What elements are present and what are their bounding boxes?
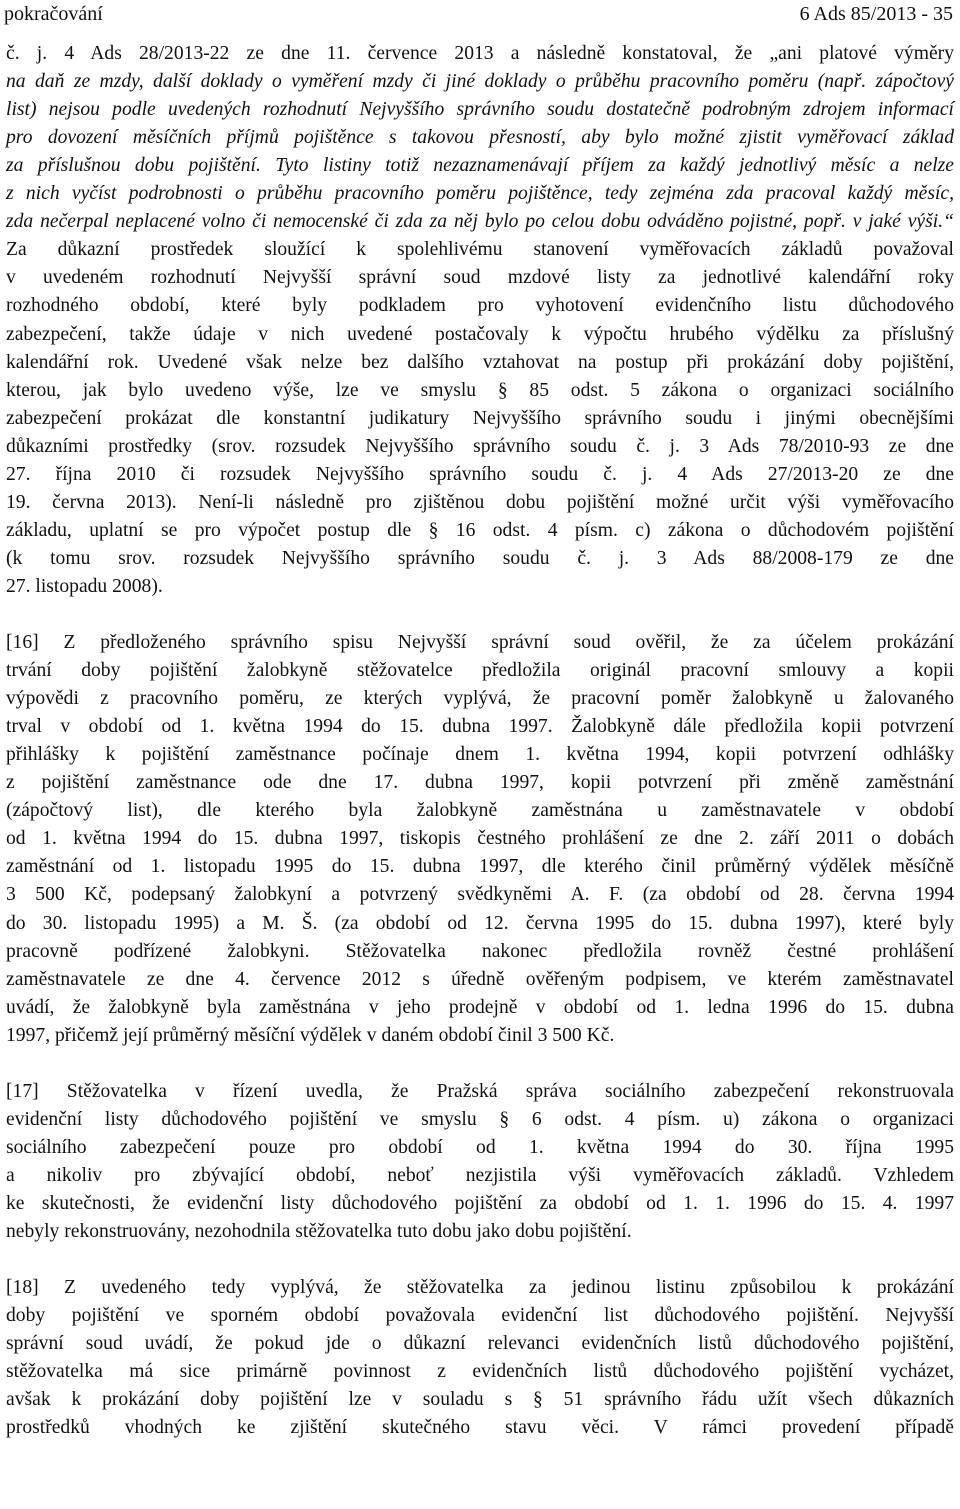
text-line: trval v období od 1. května 1994 do 15. dubna 1997. Žalobkyně dále předložila kopii potvrzení [6,716,954,738]
text-line: za příslušnou dobu pojištění. Tyto listiny totiž nezaznamenávají příjem za každý jednotlivý měsíc a nelze [6,155,954,177]
text-line: od 1. května 1994 do 15. dubna 1997, tiskopis čestného prohlášení ze dne 2. září 2011 o dobách [6,828,954,850]
text-line: 27. listopadu 2008). [6,575,163,597]
text-line: avšak k prokázání doby pojištění lze v souladu s § 51 správního řádu užít všech důkazních [6,1389,954,1411]
text-line: z pojištění zaměstnance ode dne 17. dubna 1997, kopii potvrzení při změně zaměstnání [6,772,954,794]
text-line: (k tomu srov. rozsudek Nejvyššího správního soudu č. j. 3 Ads 88/2008-179 ze dne [6,547,954,569]
text-line: stěžovatelka má sice primárně povinnost z evidenčních listů důchodového pojištění vycházet, [6,1361,954,1383]
header-continuation: pokračování [4,3,103,25]
text-line: Za důkazní prostředek sloužící k spolehlivému stanovení vyměřovacích základů považoval [6,239,954,261]
header-case-number: 6 Ads 85/2013 - 35 [799,3,953,25]
text-line: na daň ze mzdy, další doklady o vyměření mzdy či jiné doklady o průběhu pracovního poměru (např. zápočtový [6,71,954,93]
text-line: rozhodného období, které byly podkladem pro vyhotovení evidenčního listu důchodového [6,295,954,317]
text-line: kterou, jak bylo uvedeno výše, lze ve smyslu § 85 odst. 5 zákona o organizaci sociálního [6,379,954,401]
text-line: zabezpečení, takže údaje v nich uvedené postačovaly k výpočtu hrubého výdělku za příslušný [6,323,954,345]
text-line: č. j. 4 Ads 28/2013-22 ze dne 11. července 2013 a následně konstatoval, že „ani platové výměry [6,43,954,64]
text-line: zaměstnání od 1. listopadu 1995 do 15. dubna 1997, dle kterého činil průměrný výdělek měsíčně [6,856,954,878]
text-line: trvání doby pojištění žalobkyně stěžovatelce předložila originál pracovní smlouvy a kopii [6,660,954,682]
text-line: kalendářní rok. Uvedené však nelze bez dalšího vztahovat na postup při prokázání doby pojištění, [6,351,954,373]
text-line: výpovědi z pracovního poměru, ze kterých vyplývá, že pracovní poměr žalobkyně u žalovaného [6,688,954,710]
text-line: ke skutečnosti, že evidenční listy důchodového pojištění za období od 1. 1. 1996 do 15. 4. 1997 [6,1192,954,1214]
text-line: evidenční listy důchodového pojištění ve smyslu § 6 odst. 4 písm. u) zákona o organizaci [6,1108,954,1130]
text-line: zda nečerpal neplacené volno či nemocenské či zda za něj bylo po celou dobu odváděno pojistné, popř. v jaké výši.“ [6,211,954,233]
text-line: v uvedeném rozhodnutí Nejvyšší správní soud mzdové listy za jednotlivé kalendářní roky [6,267,954,289]
page-header [4,3,953,33]
text-line: 1997, přičemž její průměrný měsíční výdělek v daném období činil 3 500 Kč. [6,1024,615,1046]
text-line: a nikoliv pro zbývající období, neboť nezjistila výši vyměřovacích základů. Vzhledem [6,1164,954,1186]
text-line: nebyly rekonstruovány, nezohodnila stěžovatelka tuto dobu jako dobu pojištění. [6,1221,632,1242]
text-line: [18] Z uvedeného tedy vyplývá, že stěžovatelka za jedinou listinu způsobilou k prokázání [6,1277,954,1299]
text-line: uvádí, že žalobkyně byla zaměstnána v jeho prodejně v období od 1. ledna 1996 do 15. dubna [6,996,954,1018]
text-line: z nich vyčíst podrobnosti o průběhu pracovního poměru pojištěnce, tedy zejména zda pracoval každý měsíc, [6,183,954,205]
text-line: pracovně podřízené žalobkyni. Stěžovatelka nakonec předložila rovněž čestné prohlášení [6,940,954,962]
text-line: důkazními prostředky (srov. rozsudek Nejvyššího správního soudu č. j. 3 Ads 78/2010-93 ze dne [6,435,954,457]
text-line: doby pojištění ve sporném období považovala evidenční list důchodového pojištění. Nejvyšší [6,1305,954,1327]
text-line: zabezpečení prokázat dle konstantní judikatury Nejvyššího správního soudu i jinými obecnějšími [6,407,954,429]
text-line: 3 500 Kč, podepsaný žalobkyní a potvrzený svědkyněmi A. F. (za období od 28. června 1994 [6,884,954,906]
text-line: do 30. listopadu 1995) a M. Š. (za období od 12. června 1995 do 15. dubna 1997), které byly [6,912,954,934]
text-line: sociálního zabezpečení pouze pro období od 1. května 1994 do 30. října 1995 [6,1136,954,1158]
text-line: správní soud uvádí, že pokud jde o důkazní relevanci evidenčních listů důchodového pojištění, [6,1333,954,1355]
text-line: pro dovození měsíčních příjmů pojištěnce s takovou přesností, aby bylo možné zjistit vyměřovací základ [6,127,954,149]
text-line: 27. října 2010 či rozsudek Nejvyššího správního soudu č. j. 4 Ads 27/2013-20 ze dne [6,463,954,485]
text-line: 19. června 2013). Není-li následně pro zjištěnou dobu pojištění možné určit výši vyměřovacího [6,491,954,513]
text-line: (zápočtový list), dle kterého byla žalobkyně zaměstnána u zaměstnavatele v období [6,800,954,822]
text-line: list) nejsou podle uvedených rozhodnutí Nejvyššího správního soudu dostatečně podrobným zdrojem informací [6,99,954,121]
text-line: [17] Stěžovatelka v řízení uvedla, že Pražská správa sociálního zabezpečení rekonstruovala [6,1080,954,1102]
text-line: [16] Z předloženého správního spisu Nejvyšší správní soud ověřil, že za účelem prokázání [6,632,954,653]
text-line: přihlášky k pojištění zaměstnance počínaje dnem 1. května 1994, kopii potvrzení odhlášky [6,744,954,766]
text-line: základu, uplatní se pro výpočet postup dle § 16 odst. 4 písm. c) zákona o důchodovém pojištění [6,519,954,541]
text-line: prostředků vhodných ke zjištění skutečného stavu věci. V rámci provedení případě [6,1417,954,1439]
text-line: zaměstnavatele ze dne 4. července 2012 s úředně ověřeným podpisem, ve kterém zaměstnavatel [6,968,954,990]
